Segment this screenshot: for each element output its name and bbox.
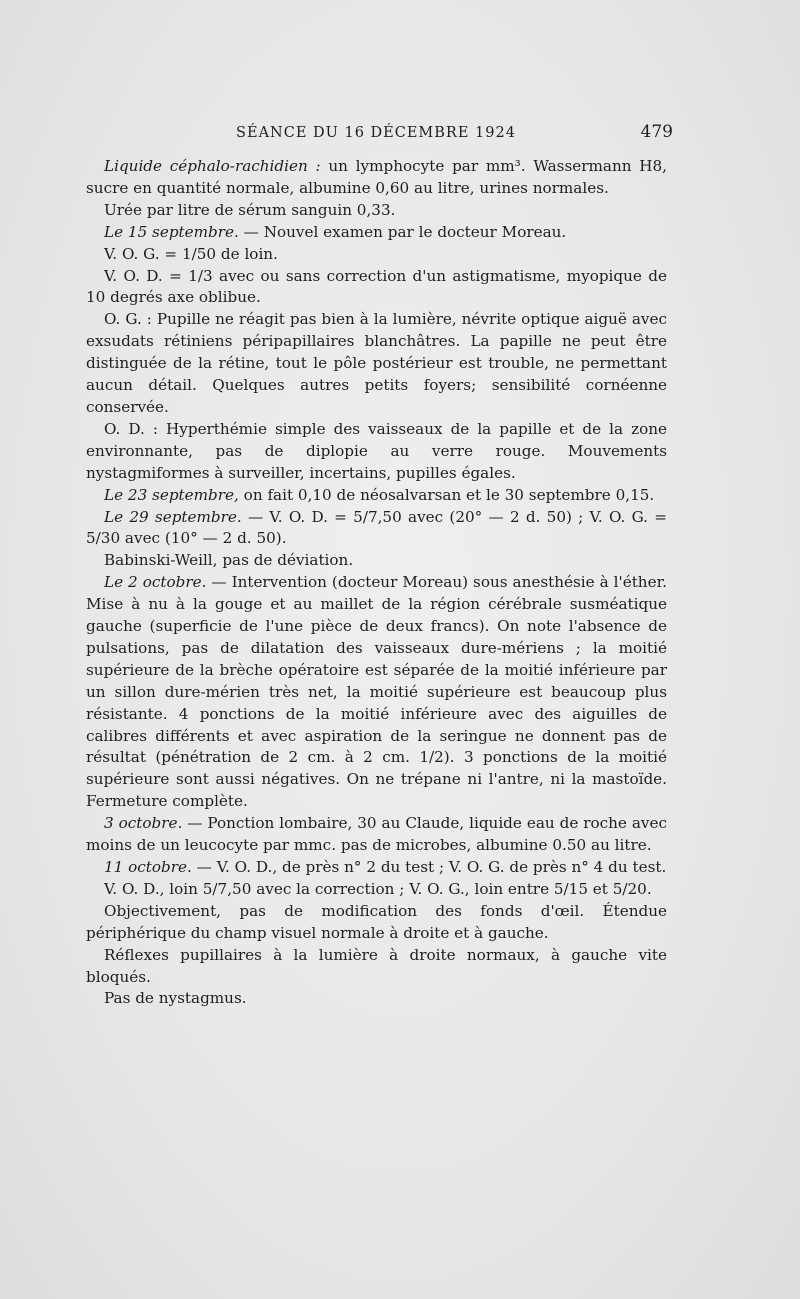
- paragraph-text: Babinski-Weill, pas de déviation.: [104, 551, 354, 570]
- paragraph-3-october: [86, 813, 667, 857]
- paragraph-text: on fait 0,10 de néosalvarsan et le 30 septembre 0,15.: [238, 485, 655, 504]
- paragraph-label: Le 15 septembre.: [104, 222, 239, 241]
- paragraph-label: Le 29 septembre.: [104, 507, 242, 526]
- paragraph-label: Le 2 octobre.: [104, 573, 207, 592]
- paragraph-od: [86, 419, 667, 485]
- paragraph-text: V. O. D., loin 5/7,50 avec la correction ; V. O. G., loin entre 5/15 et 5/20.: [104, 879, 652, 898]
- paragraph-uree: [86, 200, 667, 222]
- paragraph-vod-loin: [86, 879, 667, 901]
- paragraph-text: — V. O. D. = 5/7,50 avec (20° — 2 d. 50) ; V. O. G. = 5/30 avec (10° — 2 d. 50).: [86, 507, 667, 548]
- paragraph-vod: [86, 266, 667, 310]
- paragraph-text: O. D. : Hyperthémie simple des vaisseaux de la papille et de la zone environnante, pas de diplopie au verre rouge. Mouvements nystagmiformes à surveiller, incertains, pupilles égales.: [86, 419, 667, 482]
- paragraph-text: O. G. : Pupille ne réagit pas bien à la lumière, névrite optique aiguë avec exsudats rétiniens péripapillaires blanchâtres. La papille ne peut être distinguée de la rétine, tout le pôle postérieur est trouble, ne permettant aucun détail. Quelques autres petits foyers; sensibilité cornéenne conservée.: [86, 310, 667, 416]
- paragraph-text: Pas de nystagmus.: [104, 989, 247, 1008]
- paragraph-29-september: [86, 507, 667, 551]
- paragraph-text: — Ponction lombaire, 30 au Claude, liquide eau de roche avec moins de un leucocyte par mmc. pas de microbes, albumine 0.50 au litre.: [86, 814, 667, 855]
- paragraph-text: Réflexes pupillaires à la lumière à droite normaux, à gauche vite bloqués.: [86, 945, 667, 986]
- paragraph-2-october: [86, 572, 667, 813]
- paragraph-reflexes: [86, 945, 667, 989]
- paragraph-text: — V. O. D., de près n° 2 du test ; V. O. G. de près n° 4 du test.: [191, 858, 667, 876]
- paragraph-text: — Intervention (docteur Moreau) sous anesthésie à l'éther. Mise à nu à la gouge et au maillet de la région cérébrale susméatique gauche (superficie de l'une pièce de deux francs). On note l'absence de pulsations, pas de dilatation des vaisseaux dure-mériens ; la moitié supérieure de la brèche opératoire est séparée de la moitié inférieure par un sillon dure-mérien très net, la moitié supérieure est beaucoup plus résistante. 4 ponctions de la moitié inférieure avec des aiguilles de calibres différents et avec aspiration de la seringue ne donnent pas de résultat (pénétration de 2 cm. à 2 cm. 1/2). 3 ponctions de la moitié supérieure sont aussi négatives. On ne trépane ni l'antre, ni la mastoïde. Fermeture complète.: [86, 573, 667, 811]
- body-text: [86, 156, 667, 1010]
- paragraph-text: — Nouvel examen par le docteur Moreau.: [238, 222, 567, 241]
- paragraph-15-september: [86, 222, 667, 244]
- paragraph-label: 11 octobre.: [104, 858, 192, 876]
- paragraph-text: Urée par litre de sérum sanguin 0,33.: [104, 200, 396, 219]
- paragraph-text: un lymphocyte par mm³. Wassermann H8, sucre en quantité normale, albumine 0,60 au litre, urines normales.: [86, 157, 668, 197]
- paragraph-csf: [86, 156, 667, 200]
- paragraph-label: Le 23 septembre,: [104, 485, 239, 504]
- paragraph-text: Objectivement, pas de modification des fonds d'œil. Étendue périphérique du champ visuel normale à droite et à gauche.: [86, 901, 667, 942]
- paragraph-vog: [86, 244, 667, 266]
- paragraph-label: 3 octobre.: [104, 814, 183, 833]
- paragraph-23-september: [86, 485, 667, 507]
- paragraph-og: [86, 309, 667, 419]
- paragraph-11-october: [86, 857, 667, 879]
- paragraph-text: V. O. G. = 1/50 de loin.: [104, 244, 278, 263]
- paragraph-babinski: [86, 550, 667, 572]
- running-head: [86, 120, 673, 144]
- paragraph-label: Liquide céphalo-rachidien :: [104, 157, 321, 175]
- paragraph-nystagmus: [86, 988, 667, 1010]
- running-title: SÉANCE DU 16 DÉCEMBRE 1924: [236, 125, 516, 141]
- page-number: 479: [640, 122, 673, 142]
- paragraph-objectivement: [86, 901, 667, 945]
- paragraph-text: V. O. D. = 1/3 avec ou sans correction d'un astigmatisme, myopique de 10 degrés axe oblibue.: [86, 266, 667, 307]
